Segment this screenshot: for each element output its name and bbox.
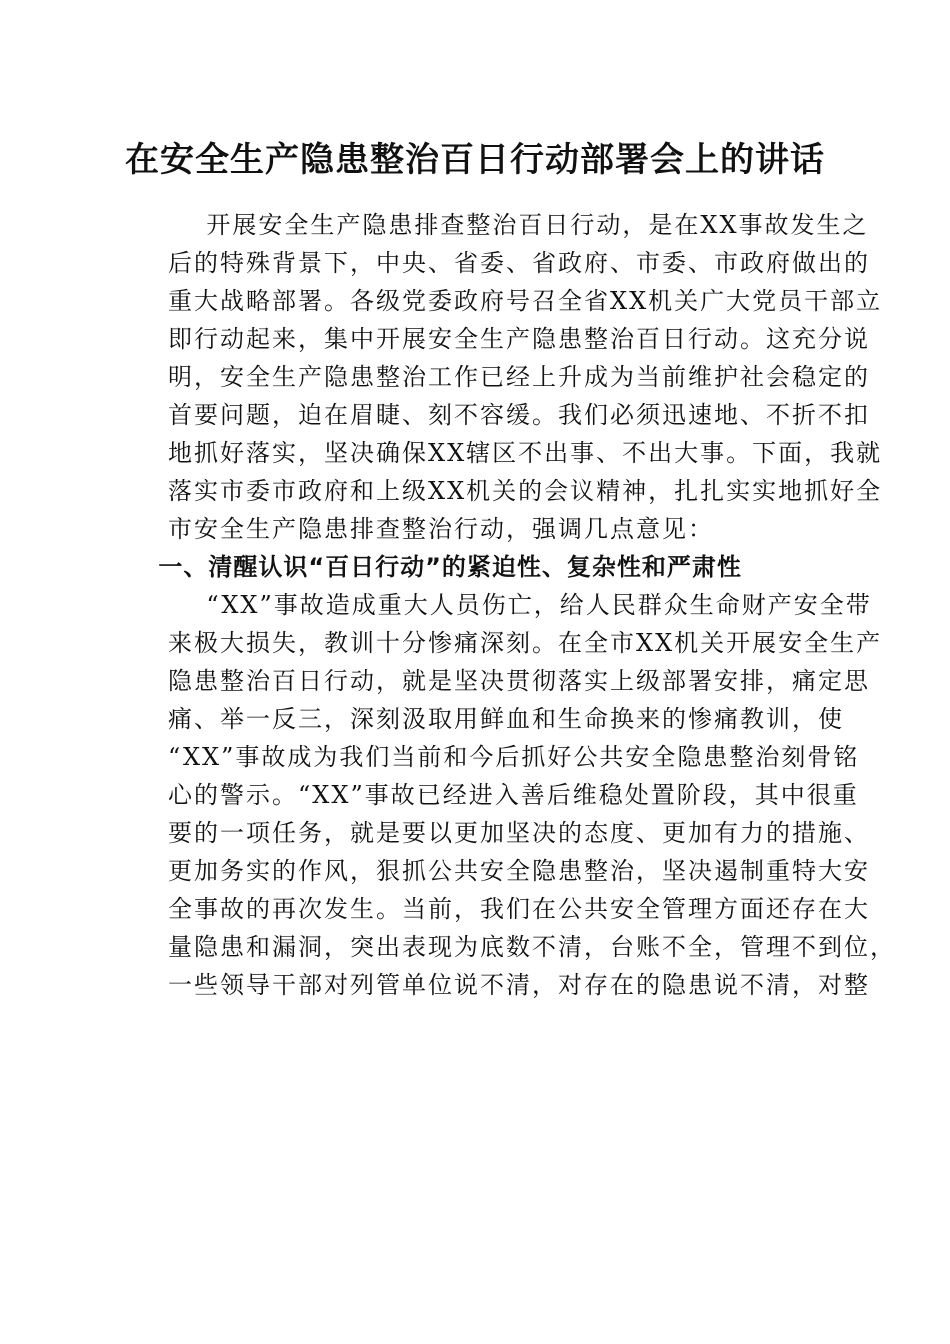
text-line: 明，安全生产隐患整治工作已经上升成为当前维护社会稳定的: [168, 363, 870, 391]
paragraph-1: [120, 206, 883, 548]
text-line: 一些领导干部对列管单位说不清，对存在的隐患说不清，对整: [168, 971, 870, 999]
text-line: 落实市委市政府和上级XX机关的会议精神，扎扎实实地抓好全: [168, 477, 883, 505]
text-line: 市安全生产隐患排查整治行动，强调几点意见：: [168, 515, 714, 543]
text-line: 全事故的再次发生。当前，我们在公共安全管理方面还存在大: [168, 895, 870, 923]
text-line: 来极大损失，教训十分惨痛深刻。在全市XX机关开展安全生产: [168, 629, 883, 657]
document-body: [120, 206, 896, 1004]
section-heading-1: 一、清醒认识“百日行动”的紧迫性、复杂性和严肃性: [158, 553, 742, 581]
text-line: 地抓好落实，坚决确保XX辖区不出事、不出大事。下面，我就: [168, 439, 883, 467]
text-line: 首要问题，迫在眉睫、刻不容缓。我们必须迅速地、不折不扣: [168, 401, 870, 429]
text-line: 后的特殊背景下，中央、省委、省政府、市委、市政府做出的: [168, 249, 870, 277]
text-line: 即行动起来，集中开展安全生产隐患整治百日行动。这充分说: [168, 325, 870, 353]
text-line: 要的一项任务，就是要以更加坚决的态度、更加有力的措施、: [168, 819, 870, 847]
text-line: 隐患整治百日行动，就是坚决贯彻落实上级部署安排，痛定思: [168, 667, 870, 695]
text-line: “XX”事故造成重大人员伤亡，给人民群众生命财产安全带: [206, 591, 872, 619]
text-line: 痛、举一反三，深刻汲取用鲜血和生命换来的惨痛教训，使: [168, 705, 844, 733]
text-line: 心的警示。“XX”事故已经进入善后维稳处置阶段，其中很重: [168, 781, 859, 809]
text-line: 量隐患和漏洞，突出表现为底数不清，台账不全，管理不到位，: [168, 933, 896, 961]
paragraph-2: [120, 586, 896, 1004]
document-title: 在安全生产隐患整治百日行动部署会上的讲话: [125, 140, 825, 180]
text-line: 开展安全生产隐患排查整治百日行动，是在XX事故发生之: [206, 211, 869, 239]
text-line: “XX”事故成为我们当前和今后抓好公共安全隐患整治刻骨铭: [168, 743, 860, 771]
text-line: 重大战略部署。各级党委政府号召全省XX机关广大党员干部立: [168, 287, 883, 315]
text-line: 更加务实的作风，狠抓公共安全隐患整治，坚决遏制重特大安: [168, 857, 870, 885]
